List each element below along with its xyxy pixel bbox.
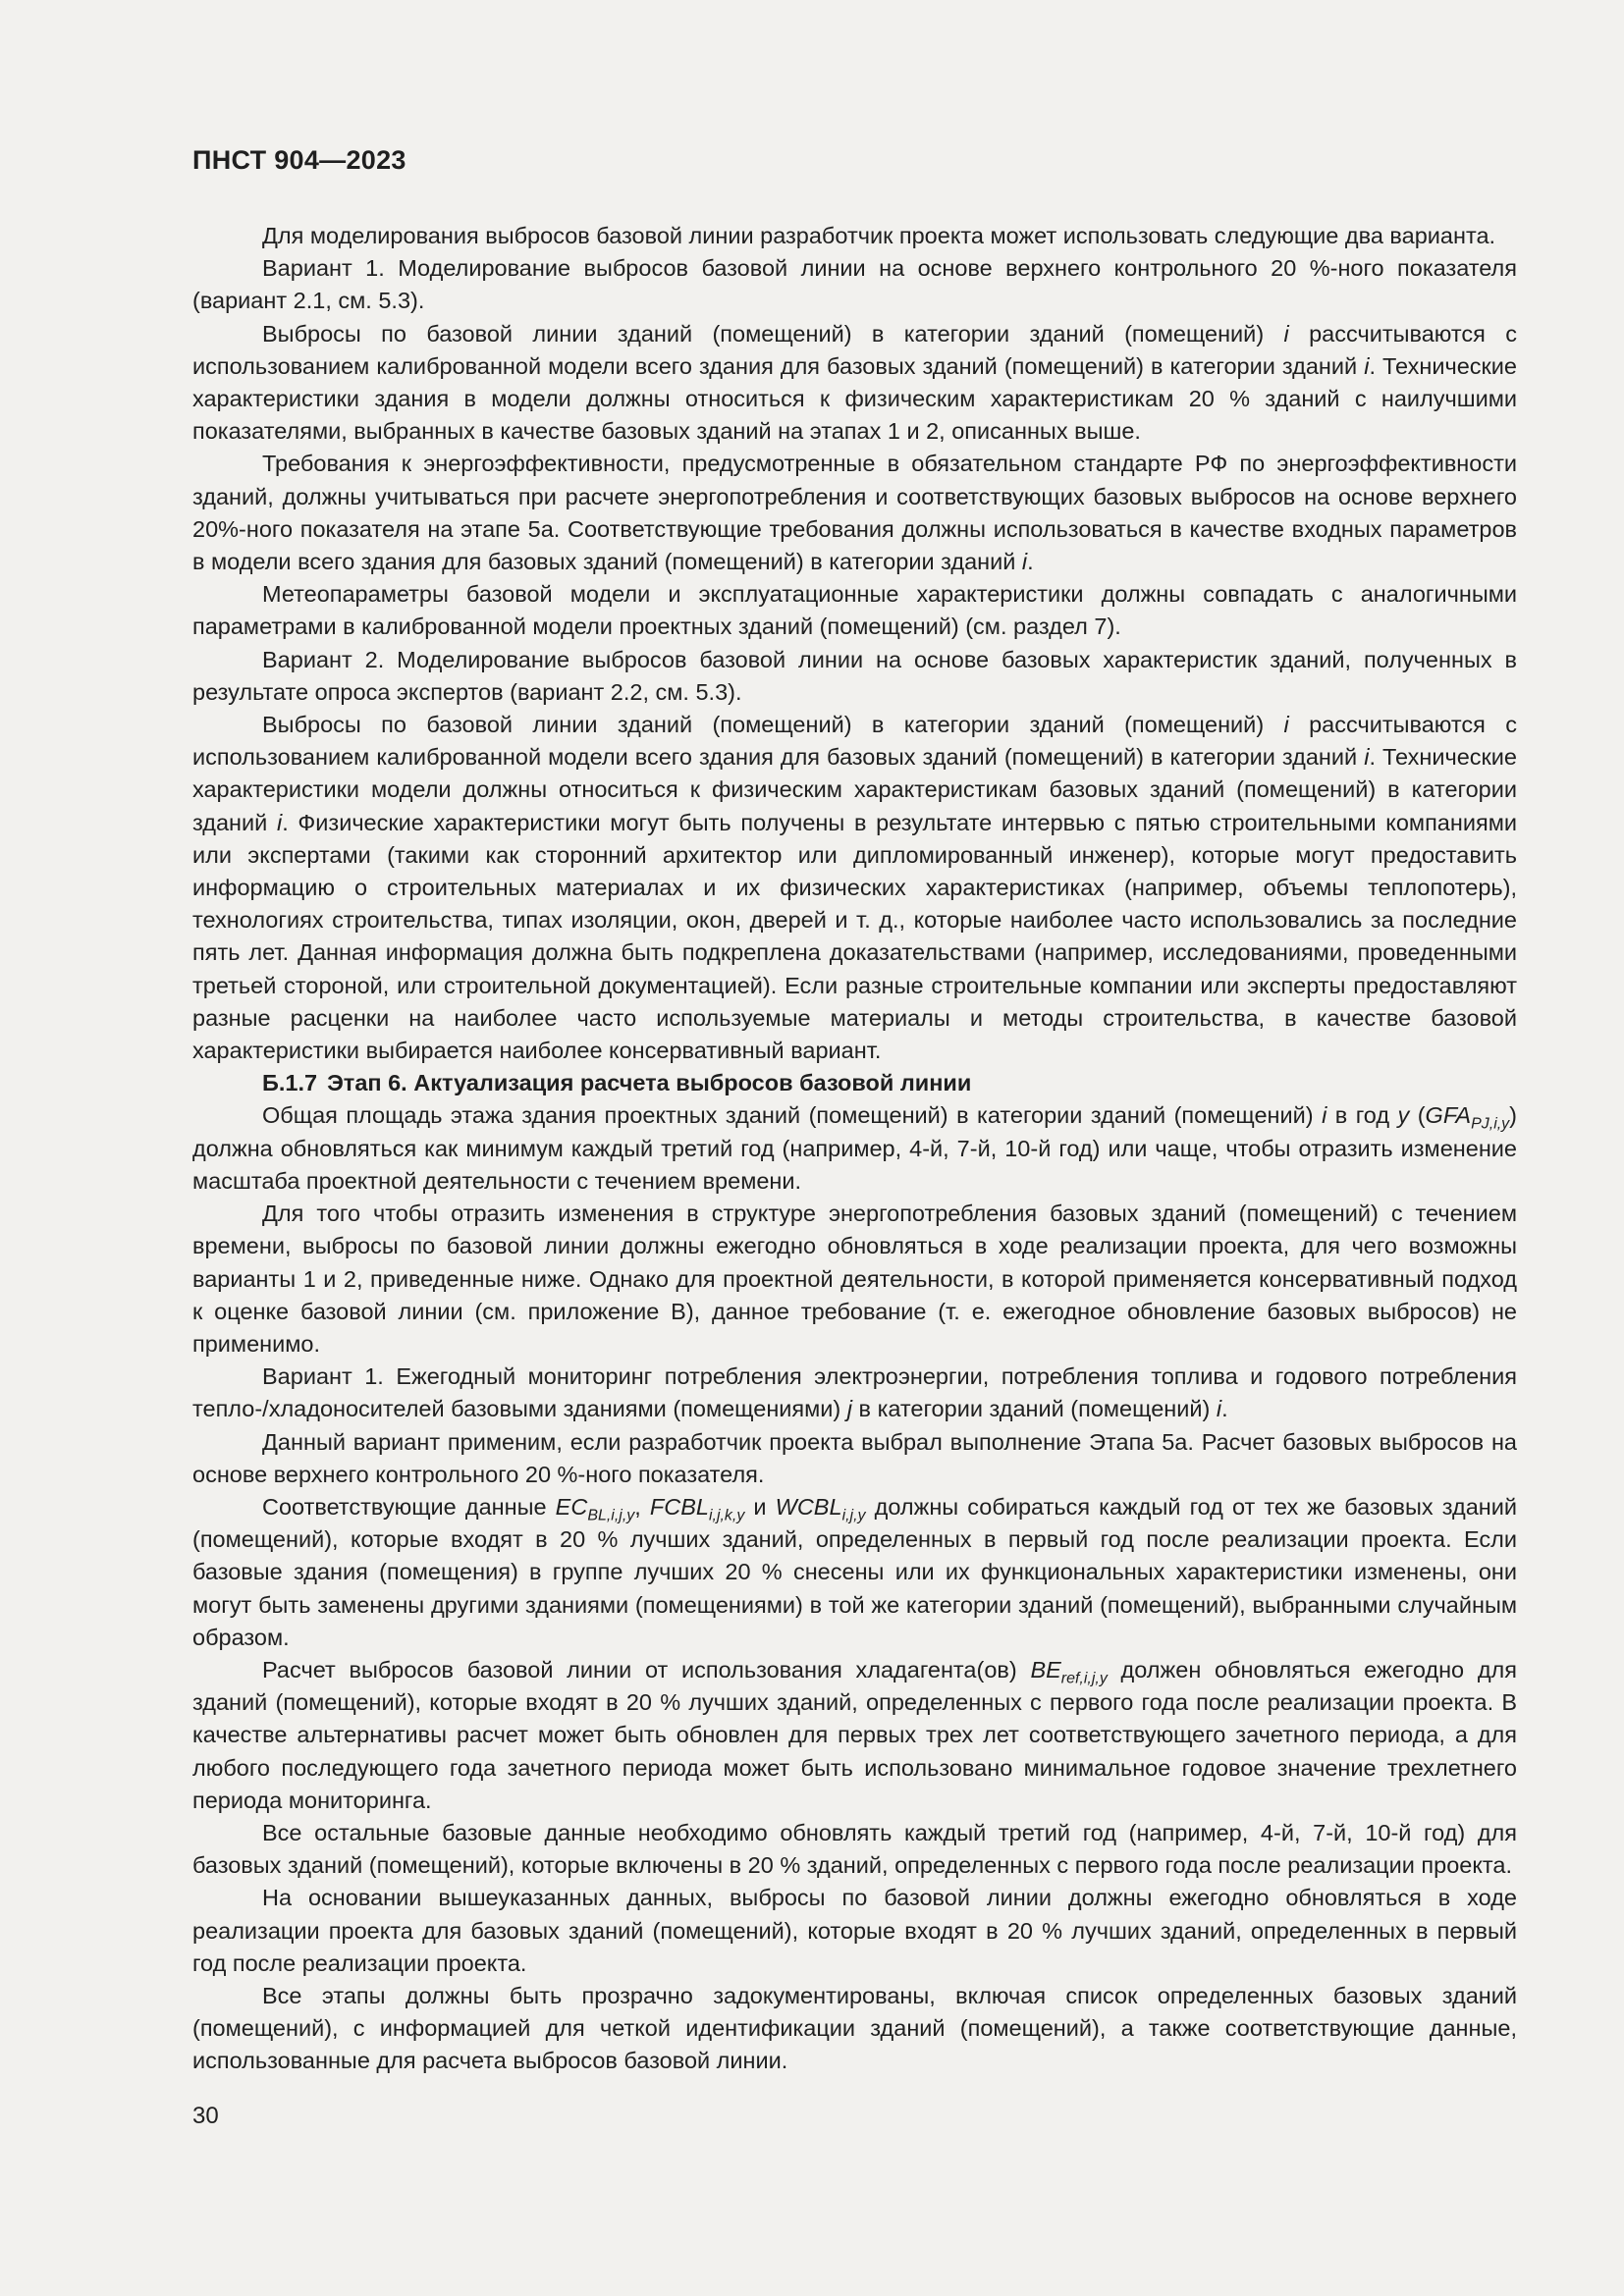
text-run: Расчет выбросов базовой линии от использования хладагента(ов) <box>262 1656 1031 1682</box>
paragraph <box>192 1361 1517 1425</box>
paragraph: Метеопараметры базовой модели и эксплуатационные характеристики должны совпадать с аналогичными параметрами в калиброванной модели проектных зданий (помещений) (см. раздел 7). <box>192 581 1517 640</box>
text-run: ( <box>1409 1102 1426 1129</box>
symbol-i: i <box>1283 712 1289 738</box>
paragraph: Вариант 2. Моделирование выбросов базовой линии на основе базовых характеристик зданий, полученных в результате опроса экспертов (вариант 2.2, см. 5.3). <box>192 646 1517 705</box>
paragraph: Для моделирования выбросов базовой линии разработчик проекта может использовать следующие два варианта. <box>262 223 1496 248</box>
symbol-subscript: i,j,k,y <box>708 1507 745 1524</box>
symbol-i: i <box>1021 549 1028 575</box>
symbol-base: BE <box>1030 1656 1061 1682</box>
symbol-y: y <box>1397 1102 1410 1129</box>
symbol-j: j <box>846 1396 853 1422</box>
section-title: Этап 6. Актуализация расчета выбросов базовой линии <box>327 1070 972 1096</box>
text-run: . <box>1027 549 1034 575</box>
text-run: ) должна обновляться как минимум каждый третий год (например, 4-й, 7-й, 10-й год) или чаще, чтобы отразить изменение масштаба проектной деятельности с течением времени. <box>192 1102 1517 1194</box>
symbol-base: WCBL <box>775 1493 842 1520</box>
symbol-i: i <box>1322 1102 1327 1129</box>
paragraph: Все этапы должны быть прозрачно задокументированы, включая список определенных базовых зданий (помещений), с информацией для четкой идентификации зданий (помещений), а также соответствующие данные, использованные для расчета выбросов базовой линии. <box>192 1982 1517 2074</box>
text-run: Требования к энергоэффективности, предусмотренные в обязательном стандарте РФ по энергоэффективности зданий, должны учитываться при расчете энергопотребления и соответствующих базовых выбросов на основе верхнего 20%-ного показателя на этапе 5а. Соответствующие требования должны использоваться в качестве входных параметров в модели всего здания для базовых зданий (помещений) в категории зданий <box>192 451 1517 575</box>
paragraph <box>192 318 1517 449</box>
symbol-subscript: i,j,y <box>841 1507 866 1524</box>
text-run: рассчитываются с использованием калиброванной модели всего здания для базовых зданий (помещений) в категории зданий <box>192 320 1517 379</box>
paragraph <box>192 1099 1517 1198</box>
symbol-wcbl <box>775 1493 866 1524</box>
document-id: ПНСТ 904—2023 <box>192 145 406 175</box>
symbol-fcbl <box>649 1493 745 1524</box>
section-heading <box>192 1067 1517 1099</box>
text-run: в год <box>1326 1102 1398 1129</box>
symbol-i: i <box>1216 1396 1222 1422</box>
text-run: Выбросы по базовой линии зданий (помещений) в категории зданий (помещений) <box>262 712 1284 738</box>
symbol-i: i <box>1364 744 1370 771</box>
document-body <box>192 220 1517 2078</box>
paragraph <box>192 709 1517 1067</box>
symbol-subscript: PJ,i,y <box>1471 1116 1510 1134</box>
text-run: Выбросы по базовой линии зданий (помещений) в категории зданий (помещений) <box>262 320 1284 347</box>
symbol-be <box>1030 1656 1108 1687</box>
text-run: Общая площадь этажа здания проектных зданий (помещений) в категории зданий (помещений) <box>262 1102 1323 1129</box>
symbol-i: i <box>276 809 283 835</box>
paragraph <box>192 448 1517 578</box>
text-run: . Технические характеристики модели должны относиться к физическим характеристикам базовых зданий (помещений) в категории зданий <box>192 744 1517 835</box>
symbol-gfa <box>1425 1102 1510 1134</box>
symbol-base: GFA <box>1425 1102 1472 1129</box>
symbol-base: EC <box>555 1493 588 1520</box>
symbol-base: FCBL <box>649 1493 709 1520</box>
paragraph: Вариант 1. Моделирование выбросов базовой линии на основе верхнего контрольного 20 %-ного показателя (вариант 2.1, см. 5.3). <box>192 255 1517 314</box>
paragraph: Все остальные базовые данные необходимо обновлять каждый третий год (например, 4-й, 7-й, 10-й год) для базовых зданий (помещений), которые включены в 20 % зданий, определенных с первого года после реализации проекта. <box>192 1819 1517 1879</box>
symbol-subscript: BL,i,j,y <box>587 1507 635 1524</box>
text-run: Вариант 1. Ежегодный мониторинг потребления электроэнергии, потребления топлива и годового потребления тепло-/хладоносителей базовыми зданиями (помещениями) <box>192 1363 1517 1422</box>
symbol-i: i <box>1364 352 1370 379</box>
symbol-subscript: ref,i,j,y <box>1060 1670 1108 1687</box>
paragraph <box>192 1654 1517 1817</box>
paragraph: На основании вышеуказанных данных, выбросы по базовой линии должны ежегодно обновляться в ходе реализации проекта для базовых зданий (помещений), которые входят в 20 % лучших зданий, определенных в первый год после реализации проекта. <box>192 1885 1517 1976</box>
text-run: должны собираться каждый год от тех же базовых зданий (помещений), которые входят в 20 % лучших зданий, определенных в первый год после реализации проекта. Если базовые здания (помещения) в группе лучших 20 % снесены или их функциональных характеристики изменены, они могут быть заменены другими зданиями (помещениями) в той же категории зданий (помещений), выбранными случайным образом. <box>192 1493 1518 1650</box>
text-run: и <box>744 1493 776 1520</box>
paragraph <box>192 1491 1517 1654</box>
text-run: Соответствующие данные <box>262 1493 556 1520</box>
symbol-i: i <box>1283 320 1289 347</box>
symbol-ec <box>555 1493 635 1524</box>
text-run: . <box>1221 1396 1228 1422</box>
paragraph: Для того чтобы отразить изменения в структуре энергопотребления базовых зданий (помещений) с течением времени, выбросы по базовой линии должны ежегодно обновляться в ходе реализации проекта, для чего возможны варианты 1 и 2, приведенные ниже. Однако для проектной деятельности, в которой применяется консервативный подход к оценке базовой линии (см. приложение В), данное требование (т. е. ежегодное обновление базовых выбросов) не применимо. <box>192 1201 1517 1357</box>
text-run: должен обновляться ежегодно для зданий (помещений), которые входят в 20 % лучших зданий, определенных с первого года после реализации проекта. В качестве альтернативы расчет может быть обновлен для первых трех лет соответствующего зачетного периода, а для любого последующего года зачетного периода может быть использовано минимальное годовое значение трехлетнего периода мониторинга. <box>192 1656 1517 1813</box>
section-number: Б.1.7 <box>262 1070 318 1096</box>
text-run: . Физические характеристики могут быть получены в результате интервью с пятью строительными компаниями или экспертами (такими как сторонний архитектор или дипломированный инженер), которые могут предоставить информацию о строительных материалах и их физических характеристиках (например, объемы теплопотерь), технологиях строительства, типах изоляции, окон, дверей и т. д., которые наиболее часто использовались за последние пять лет. Данная информация должна быть подкреплена доказательствами (например, исследованиями, проведенными третьей стороной, или строительной документацией). Если разные строительные компании или эксперты предоставляют разные расценки на наиболее часто используемые материалы и методы строительства, в качестве базовой характеристики выбирается наиболее консервативный вариант. <box>192 809 1517 1064</box>
text-run: рассчитываются с использованием калиброванной модели всего здания для базовых зданий (помещений) в категории зданий <box>192 712 1517 771</box>
text-run: . Технические характеристики здания в модели должны относиться к физическим характеристикам 20 % зданий с наилучшими показателями, выбранных в качестве базовых зданий на этапах 1 и 2, описанных выше. <box>192 352 1517 445</box>
text-run: , <box>634 1493 650 1520</box>
text-run: в категории зданий (помещений) <box>852 1396 1217 1422</box>
page-number: 30 <box>192 2103 219 2129</box>
paragraph: Данный вариант применим, если разработчик проекта выбрал выполнение Этапа 5а. Расчет базовых выбросов на основе верхнего контрольного 20 %-ного показателя. <box>192 1428 1517 1487</box>
